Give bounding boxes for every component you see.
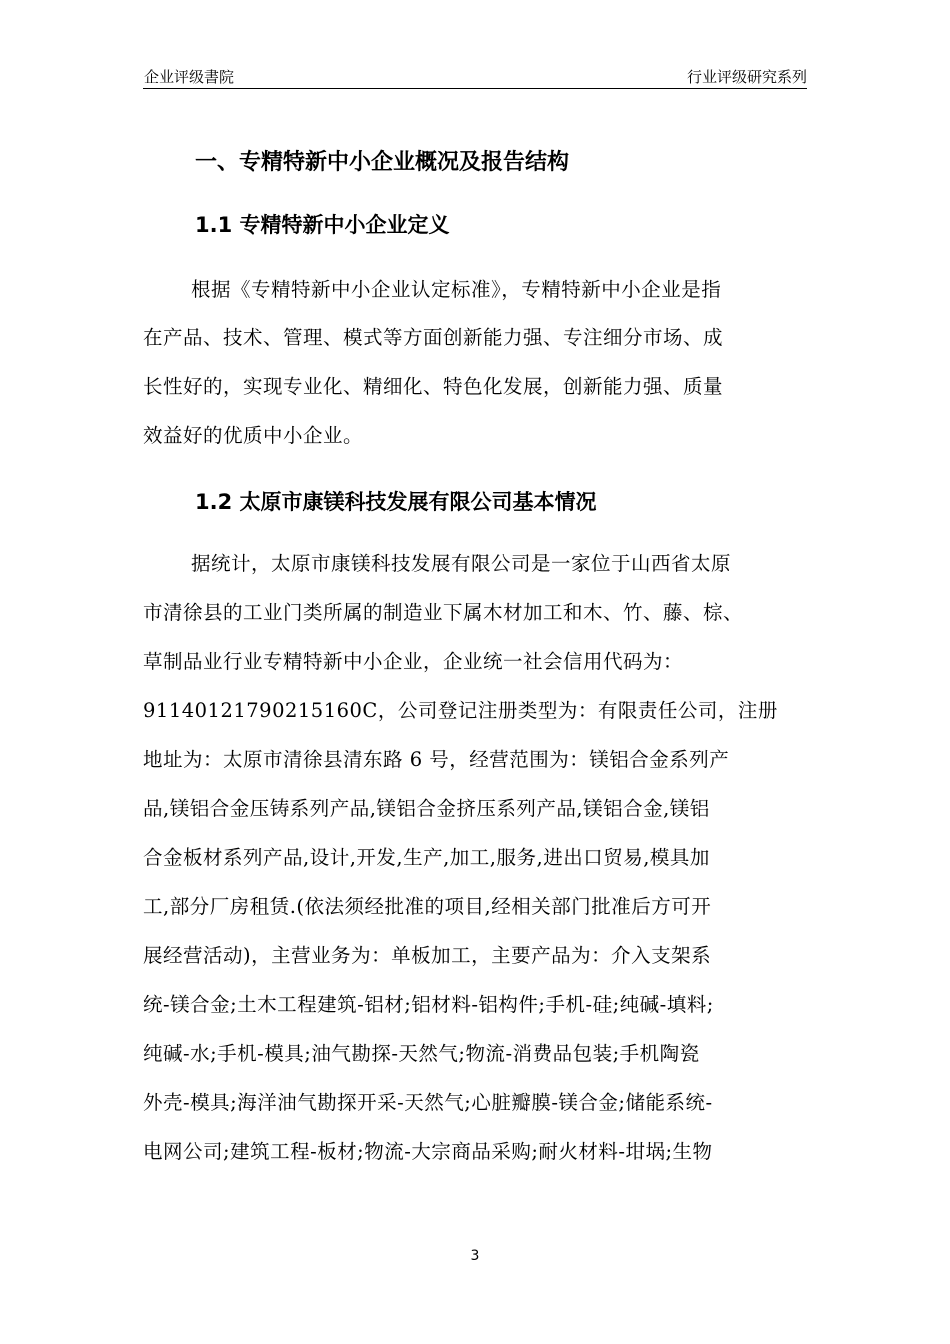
paragraph-line: 效益好的优质中小企业。 [143,424,364,447]
header-right-text: 行业评级研究系列 [686,68,807,86]
subsection-title-1-2: 1.2 太原市康镁科技发展有限公司基本情况 [195,490,597,514]
paragraph-line: 地址为：太原市清徐县清东路 6 号，经营范围为：镁铝合金系列产 [143,748,730,771]
paragraph-line: 市清徐县的工业门类所属的制造业下属木材加工和木、竹、藤、棕、 [143,601,744,624]
paragraph-line: 长性好的，实现专业化、精细化、特色化发展，创新能力强、质量 [143,375,724,398]
paragraph-line: 合金板材系列产品,设计,开发,生产,加工,服务,进出口贸易,模具加 [143,846,710,869]
paragraph-line: 展经营活动)，主营业务为：单板加工，主要产品为：介入支架系 [143,944,712,967]
paragraph-line: 根据《专精特新中小企业认定标准》，专精特新中小企业是指 [191,278,722,301]
section-title: 一、专精特新中小企业概况及报告结构 [195,150,570,175]
paragraph-line: 外壳-模具;海洋油气勘探开采-天然气;心脏瓣膜-镁合金;储能系统- [143,1091,713,1114]
paragraph-line: 统-镁合金;土木工程建筑-铝材;铝材料-铝构件;手机-硅;纯碱-填料; [143,993,714,1016]
paragraph-line: 品,镁铝合金压铸系列产品,镁铝合金挤压系列产品,镁铝合金,镁铝 [143,797,710,820]
page-number: 3 [470,1248,480,1264]
paragraph-line: 据统计，太原市康镁科技发展有限公司是一家位于山西省太原 [191,552,732,575]
header-left-text: 企业评级書院 [144,68,235,86]
paragraph-line: 91140121790215160C，公司登记注册类型为：有限责任公司，注册 [143,699,778,722]
paragraph-line: 电网公司;建筑工程-板材;物流-大宗商品采购;耐火材料-坩埚;生物 [143,1140,713,1163]
paragraph-line: 纯碱-水;手机-模具;油气勘探-天然气;物流-消费品包装;手机陶瓷 [143,1042,700,1065]
subsection-title-1-1: 1.1 专精特新中小企业定义 [195,213,450,237]
paragraph-line: 在产品、技术、管理、模式等方面创新能力强、专注细分市场、成 [143,326,724,349]
paragraph-line: 工,部分厂房租赁.(依法须经批准的项目,经相关部门批准后方可开 [143,895,712,918]
header-divider [143,88,807,89]
paragraph-line: 草制品业行业专精特新中小企业，企业统一社会信用代码为： [143,650,684,673]
